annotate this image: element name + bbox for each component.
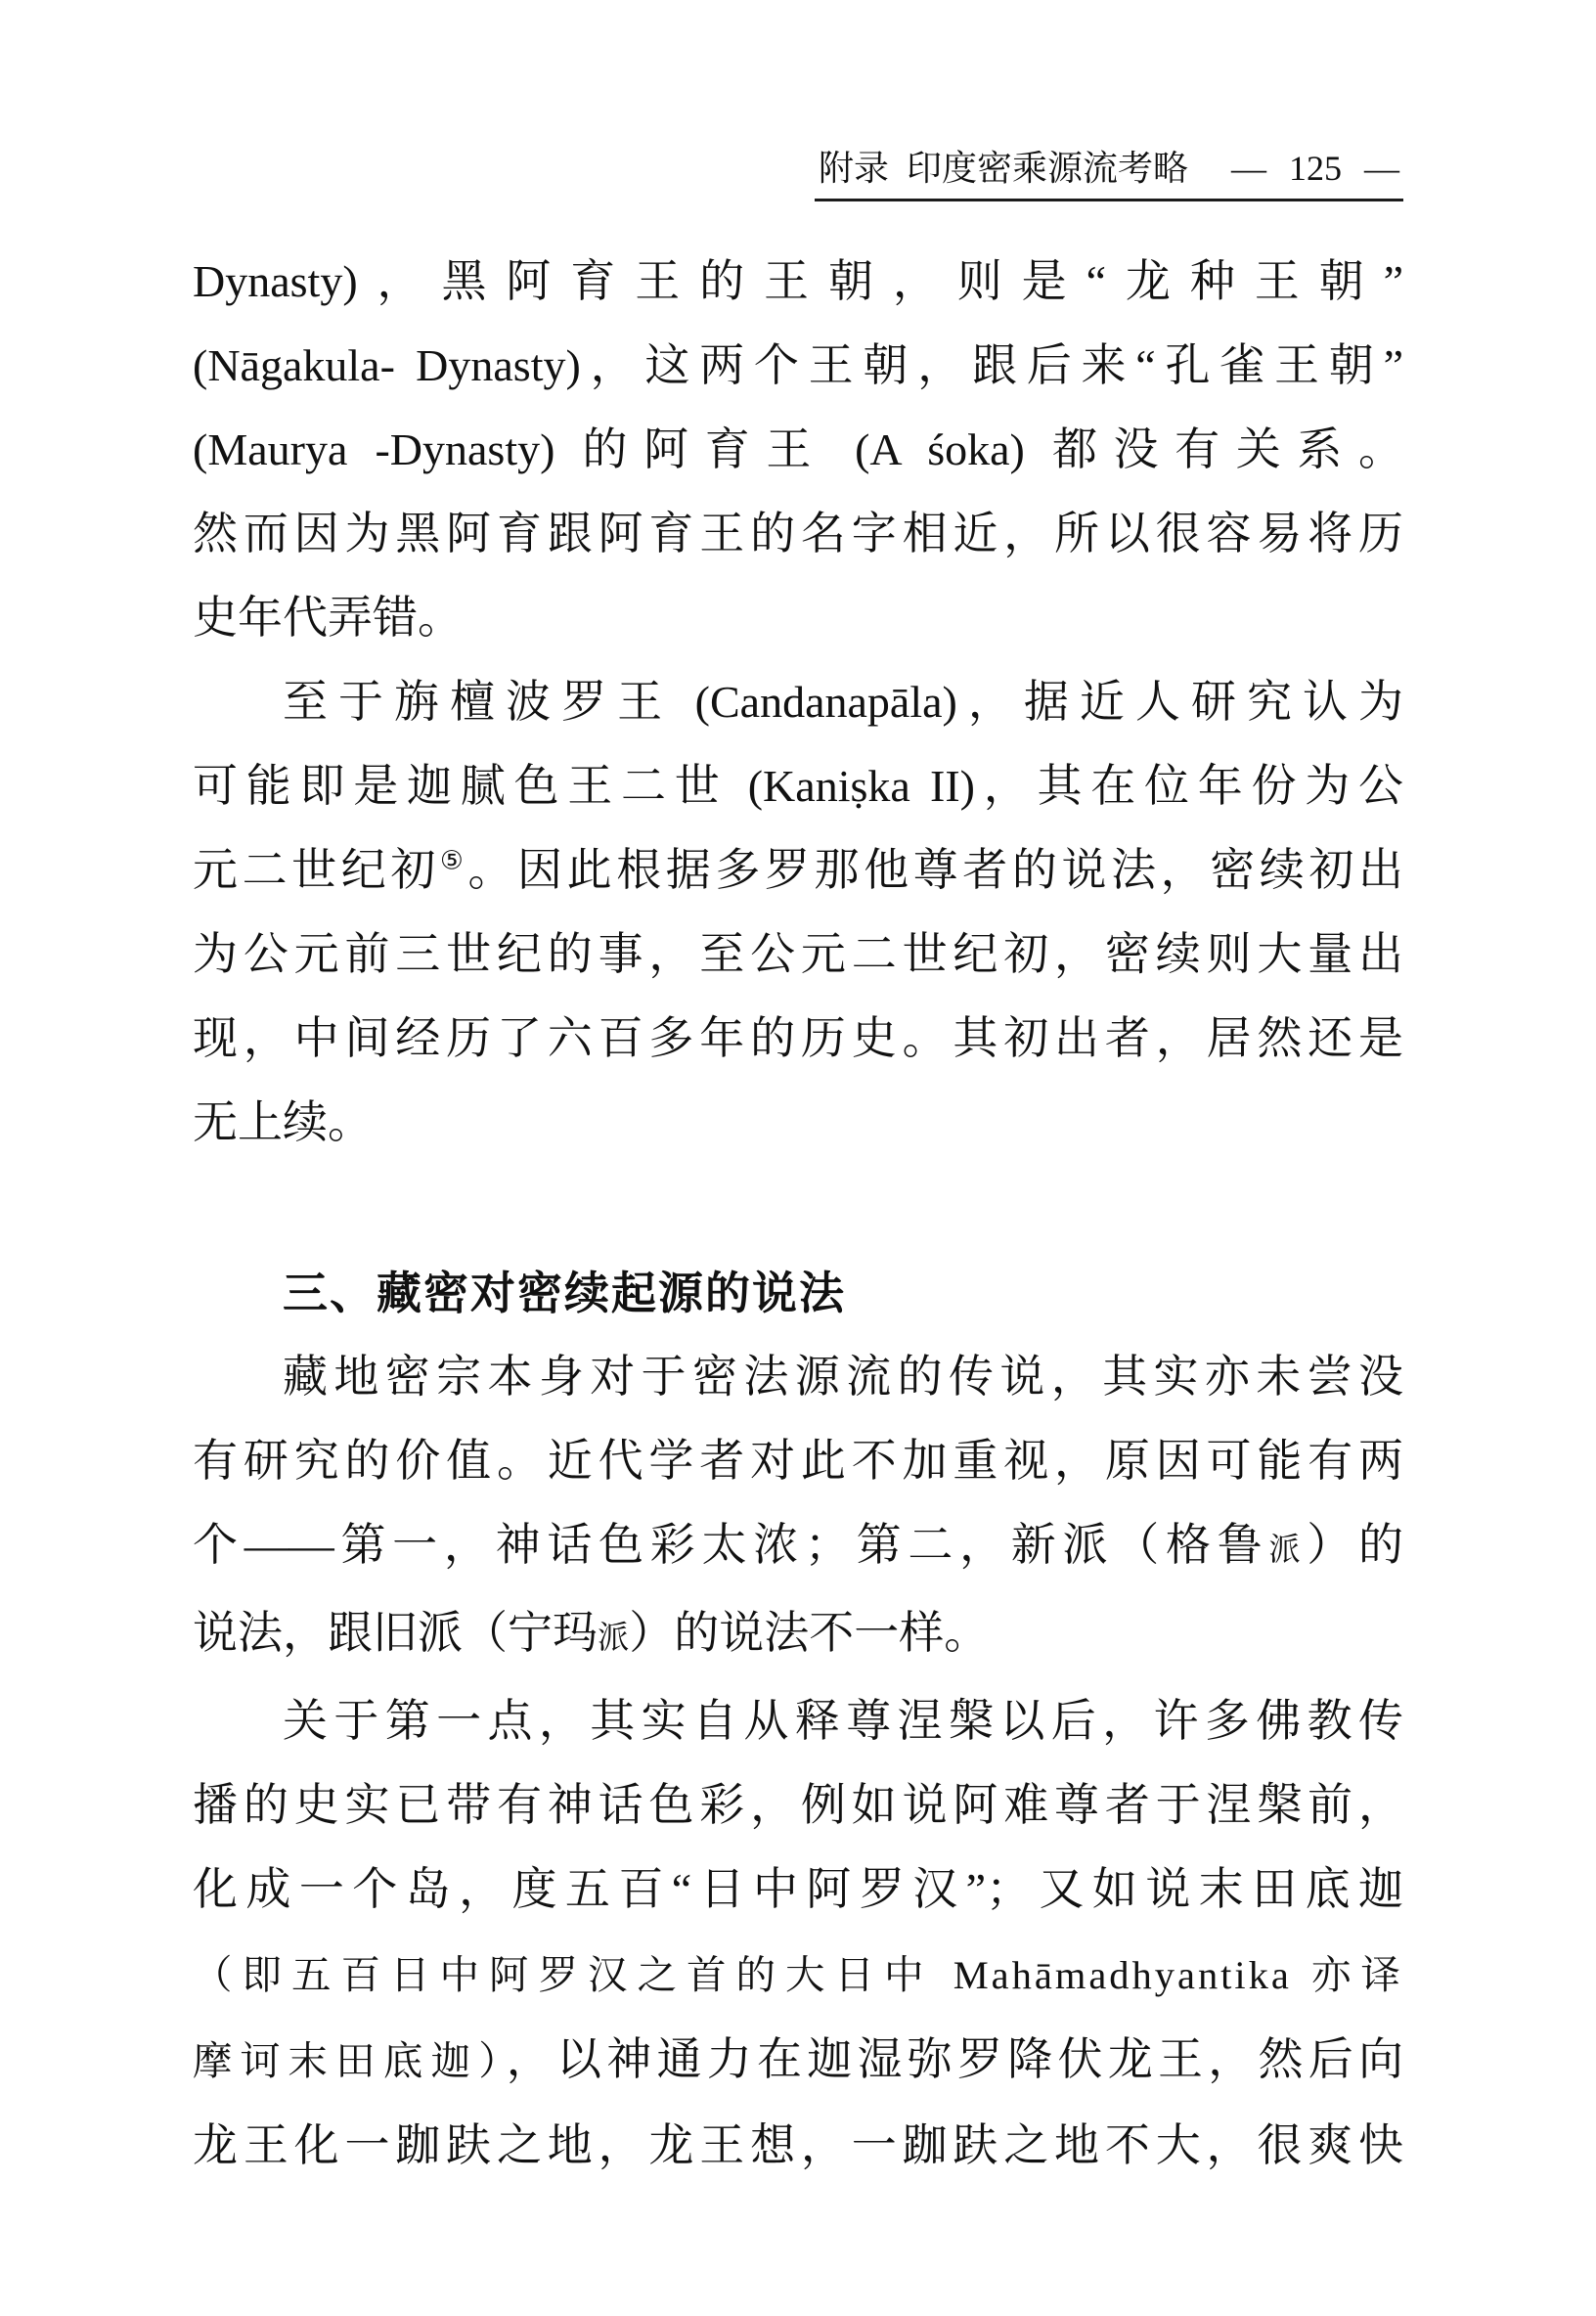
text-line [193,913,1403,997]
text-segment: 为公元前三世纪的事，至公元二世纪初，密续则大量出 [193,929,1403,979]
text-segment: 个——第一，神话色彩太浓；第二，新派（格鲁 [193,1520,1269,1570]
text-line [193,2018,1403,2104]
text-segment: ⑤ [439,845,468,875]
text-line [193,997,1403,1081]
text-segment: 然而因为黑阿育跟阿育王的名字相近，所以很容易将历 [193,509,1403,558]
text-line [193,240,1403,324]
text-segment: 现，中间经历了六百多年的历史。其初出者，居然还是 [193,1013,1403,1063]
text-segment: 至于旃檀波罗王 (Candanapāla)，据近人研究认为 [283,677,1403,727]
text-line [193,1081,1403,1165]
text-line [193,2104,1403,2188]
text-segment: 关于第一点，其实自从释尊涅槃以后，许多佛教传 [283,1696,1403,1746]
text-segment: Dynasty)，黑阿育王的王朝，则是“龙种王朝” [193,256,1403,306]
text-segment: 化成一个岛，度五百“日中阿罗汉”；又如说末田底迦 [193,1864,1403,1914]
section-heading [193,1251,1403,1335]
text-segment: 。因此根据多罗那他尊者的说法，密续初出 [467,845,1403,895]
text-segment: ）的说法不一样。 [629,1608,990,1658]
text-segment: 三、藏密对密续起源的说法 [283,1268,846,1318]
text-segment: ，以神通力在迦湿弥罗降伏龙王，然后向 [506,2034,1403,2084]
text-line [193,1335,1403,1419]
page-number: — 125 — [1231,149,1399,188]
text-segment: 派 [598,1620,630,1655]
text-line [193,744,1403,828]
page-body [193,240,1403,2188]
running-header [815,147,1403,201]
text-line [193,576,1403,660]
header-chapter-title: 印度密乘源流考略 [906,149,1188,188]
text-line [193,1591,1403,1679]
text-line [193,1932,1403,2018]
text-segment: 播的史实已带有神话色彩，例如说阿难尊者于涅槃前， [193,1780,1403,1830]
text-segment: （即五百日中阿罗汉之首的大日中 Mahāmadhyantika 亦译 [193,1953,1403,1997]
text-segment: 龙王化一跏趺之地，龙王想，一跏趺之地不大，很爽快 [193,2120,1403,2170]
text-line [193,492,1403,576]
text-segment: ）的 [1307,1520,1403,1570]
text-segment: 摩诃末田底迦） [193,2039,507,2083]
text-segment: 有研究的价值。近代学者对此不加重视，原因可能有两 [193,1436,1403,1486]
text-line [193,660,1403,744]
text-line [193,324,1403,408]
text-segment: 说法，跟旧派（宁玛 [193,1608,598,1658]
text-segment: 派 [1268,1532,1308,1567]
header-section-label: 附录 [818,149,889,188]
text-segment: 藏地密宗本身对于密法源流的传说，其实亦未尝没 [283,1352,1403,1402]
text-segment: (Nāgakula- Dynasty)，这两个王朝，跟后来“孔雀王朝” [193,340,1403,390]
text-segment: (Maurya -Dynasty) 的阿育王 (A śoka) 都没有关系。 [193,424,1403,474]
text-line [193,828,1403,913]
text-line [193,1419,1403,1503]
text-line [193,1679,1403,1763]
text-line [193,408,1403,492]
text-segment: 史年代弄错。 [193,593,463,643]
text-line [193,1848,1403,1932]
text-segment: 元二世纪初 [193,845,440,895]
text-segment: 可能即是迦腻色王二世 (Kaniṣka II)，其在位年份为公 [193,761,1403,811]
text-line [193,1503,1403,1591]
text-line [193,1763,1403,1848]
text-segment: 无上续。 [193,1097,373,1147]
